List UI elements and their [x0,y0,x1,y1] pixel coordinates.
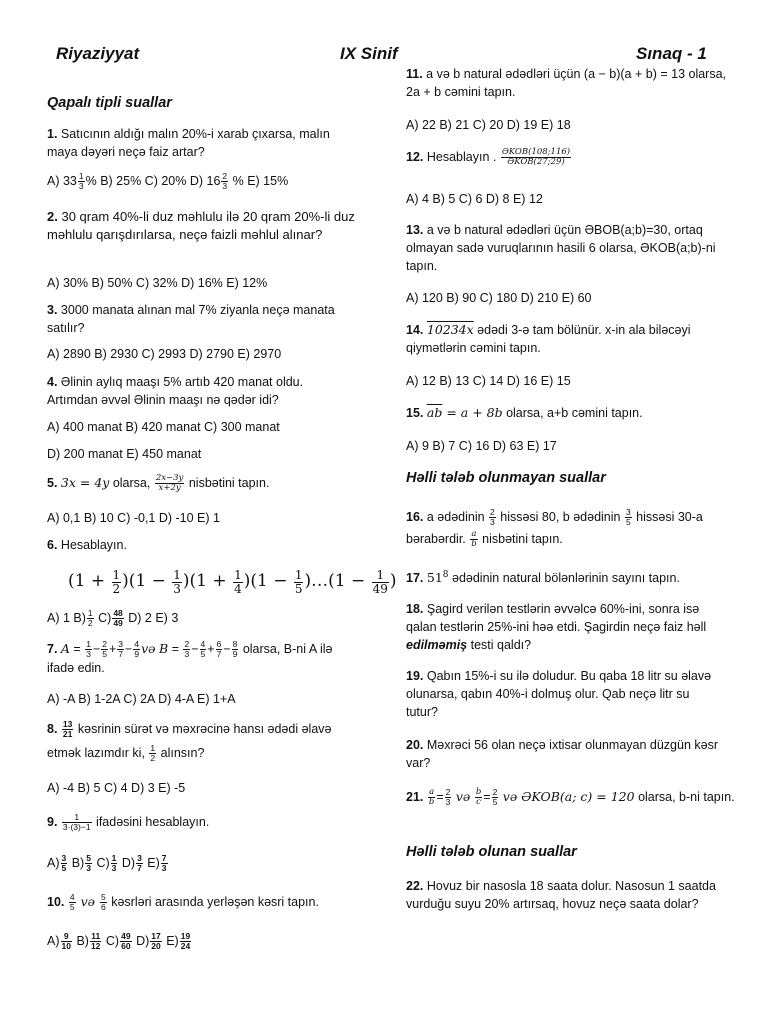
section-with-solution: Həlli tələb olunan suallar [406,844,577,860]
answers-15: A) 9 B) 7 C) 16 D) 63 E) 17 [406,439,557,453]
question-22: 22. Hovuz bir nasosla 18 saata dolur. Nasosun 1 saatda vurduğu suyu 20% artırsaq, hovuz neçə saata dolar? [406,879,716,911]
answer-option-label: D) [121,856,136,870]
answers-2: A) 30% B) 50% C) 32% D) 16% E) 12% [47,276,268,290]
answers-4-line-2: D) 200 manat E) 450 manat [47,447,202,461]
answer-option-fraction: $\frac{49}{60}$ [121,931,131,952]
question-6: 6. Hesablayın. [47,538,127,552]
question-2: 2. 30 qram 40%-li duz məhlulu ilə 20 qram 20%-li duz məhlulu qarışdırılarsa, neçə faizli məhlul alınar? [47,209,355,242]
answer-option-fraction: $\frac{3}{5}$ [61,853,67,874]
answer-option-fraction: $\frac{7}{3}$ [161,853,167,874]
answer-option-label: B) [76,934,89,948]
answers-4-line-1: A) 400 manat B) 420 manat C) 300 manat [47,420,280,434]
subject-title: Riyaziyyat [56,44,140,63]
answers-13: A) 120 B) 90 C) 180 D) 210 E) 60 [406,291,592,305]
answer-option-fraction: $\frac{3}{7}$ [137,853,142,874]
answer-option-fraction: $\frac{1}{3}$ [111,853,117,874]
question-18: 18. Şagird verilən testlərin əvvəlcə 60%-ini, sonra isə qalan testlərin 25%-ini həə etdi. Şagirdin neçə faiz həll edilməmiş testi qaldı? [406,602,707,652]
question-13: 13. a və b natural ədədləri üçün ƏBOB(a;b)=30, ortaq olmayan sadə vuruqlarının hasili 6 olarsa, ƏKOB(a;b)-ni tapın. [406,223,716,273]
question-4: 4. Əlinin aylıq maaşı 5% artıb 420 manat oldu. Artımdan əvvəl Əlinin maaşı nə qədər idi? [47,375,304,407]
question-9: 9. $\frac{1}{3\cdot(3)-1}$ ifadəsini hesablayın. [47,812,210,833]
question-14: 14. 10234x ədədi 3-ə tam bölünür. x-in ala biləcəyi qiymətlərin cəmini tapın. [406,322,691,355]
answer-option-fraction: $\frac{17}{20}$ [151,931,161,952]
question-16: 16. a ədədinin $\frac{2}{3}$ hissəsi 80, b ədədinin $\frac{3}{5}$ hissəsi 30-a bərabərdir. $\frac{a}{b}$ nisbətini tapın. [406,507,703,550]
answer-option-label: E) [147,856,160,870]
answer-option-label: A) [47,934,60,948]
answers-5: A) 0,1 B) 10 C) -0,1 D) -10 E) 1 [47,511,220,525]
answers-7: A) -A B) 1-2A C) 2A D) 4-A E) 1+A [47,692,236,706]
section-closed-questions: Qapalı tipli suallar [47,95,172,111]
question-11: 11. a və b natural ədədləri üçün (a − b)(a + b) = 13 olarsa, 2a + b cəmini tapın. [406,67,727,99]
answers-9 [47,854,169,873]
answer-option-fraction: $\frac{9}{10}$ [61,931,71,952]
question-21: 21. $\frac{a}{b}$ = $\frac{2}{3}$ və $\frac{b}{c}$ = $\frac{2}{5}$ və ƏKOB(a; c) = 120 olarsa, b-ni tapın. [406,787,735,808]
question-7: 7. A = $\frac{1}{3}$ − $\frac{2}{5}$ + $\frac{3}{7}$ − $\frac{4}{9}$ və B = $\frac{2}{3}$ − $\frac{4}{5}$ + $\frac{6}{7}$ − $\frac{8}{9}$ olarsa, B-ni A ilə ifadə edin. [47,639,333,676]
answer-option-fraction: $\frac{11}{12}$ [90,931,101,952]
question-3: 3. 3000 manata alınan mal 7% ziyanla neçə manata satılır? [47,303,335,335]
answer-option-fraction: $\frac{19}{24}$ [180,931,191,952]
question-20: 20. Məxrəci 56 olan neçə ixtisar olunmayan düzgün kəsr var? [406,738,719,770]
answer-option-label: B) [71,856,85,870]
question-6-expression: (1 + $\frac{1}{2}$ )(1 − $\frac{1}{3}$ )(1 + $\frac{1}{4}$ )(1 − $\frac{1}{5}$ )…(1 − $\frac{1}{49}$ ) [68,568,397,597]
question-12: 12. Hesablayın . ƏKOB(108;116) ƏKOB(27;29) [406,147,571,168]
answers-12: A) 4 B) 5 C) 6 D) 8 E) 12 [406,192,543,206]
answer-option-label: C) [105,934,120,948]
question-text: Satıcının aldığı malın 20%-i xarab çıxarsa, malın maya dəyəri neçə faiz artar? [47,127,330,159]
question-8: 8. $\frac{13}{21}$ kəsrinin sürət və məxrəcinə hansı ədədi əlavə etmək lazımdır ki, $\frac{1}{2}$ alınsın? [47,719,332,764]
question-1 [47,125,347,161]
question-17: 17. $51^8$ ədədinin natural bölənlərinin sayını tapın. [406,570,680,586]
answer-option-label: A) [47,856,60,870]
answers-1: A) 33 $\frac{1}{3}$ % B) 25% C) 20% D) 16 $\frac{2}{3}$ % E) 15% [47,171,289,192]
question-19: 19. Qabın 15%-i su ilə doludur. Bu qaba 18 litr su əlavə olunarsa, qabın 40%-i dolmuş olur. Qab neçə litr su tutur? [406,669,712,719]
answers-11: A) 22 B) 21 C) 20 D) 19 E) 18 [406,118,571,132]
grade-title: IX Sinif [340,44,398,63]
question-10: 10. $\frac{4}{5}$ və $\frac{5}{6}$ kəsrləri arasında yerləşən kəsri tapın. [47,892,319,913]
question-5: 5. 3x = 4y olarsa, $\frac{2x-3y}{x+2y}$ nisbətini tapın. [47,473,270,494]
answer-option-label: E) [166,934,179,948]
answers-6: A) 1 B) $\frac{1}{2}$ C) $\frac{48}{49}$ D) 2 E) 3 [47,608,179,629]
question-15: 15. $\overline{ab} = a + 8b$ olarsa, a+b cəmini tapın. [406,405,643,420]
question-number: 1. [47,127,58,141]
answers-10 [47,932,192,951]
answers-8: A) -4 B) 5 C) 4 D) 3 E) -5 [47,781,186,795]
exam-title: Sınaq - 1 [636,44,707,63]
answers-3: A) 2890 B) 2930 C) 2993 D) 2790 E) 2970 [47,347,282,361]
answer-option-fraction: $\frac{5}{3}$ [86,853,91,874]
answer-option-label: D) [136,934,150,948]
answers-14: A) 12 B) 13 C) 14 D) 16 E) 15 [406,374,571,388]
section-no-solution: Həlli tələb olunmayan suallar [406,470,606,486]
answer-option-label: C) [96,856,110,870]
